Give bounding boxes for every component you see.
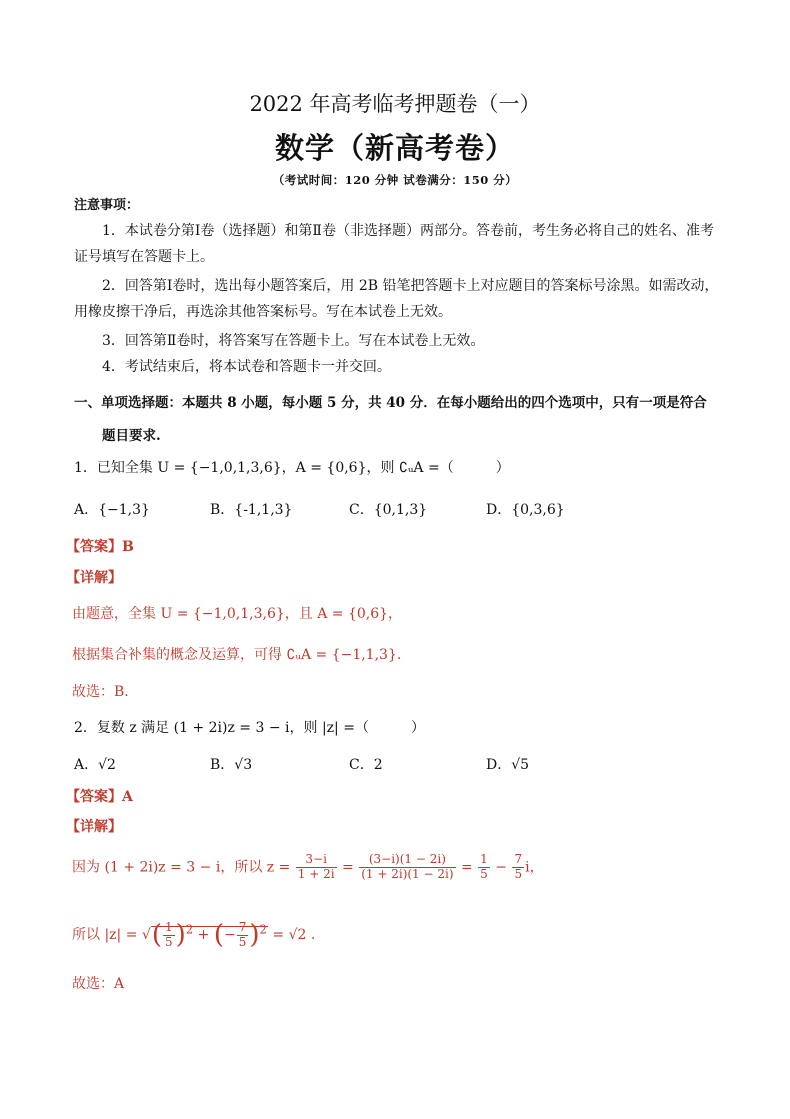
q2-fraction-1: $\frac{3-i}{1 + 2i}$ [297,852,335,881]
q2-option-b: B．√3 [210,757,253,773]
q2-sol2-text: 所以 |z| = [72,927,138,943]
q2-option-d: D．√5 [486,757,530,773]
q1-solution-line-1: 由题意，全集 U = {−1,0,1,3,6}，且 A = {0,6}， [72,606,403,622]
q1-detail-label: 【详解】 [66,570,122,586]
q2-sol1-tail: i， [525,859,544,876]
q2-sq-fraction-2: $\frac{7}{5}$ [238,919,247,949]
q2-solution-line-2: 所以 |z| = √( $\frac{1}{5}$ )$^2$ + (− $\frac{7}{5}$ )$^2$ = √2 . [72,919,316,950]
q2-detail-label: 【详解】 [66,819,122,835]
notes-heading: 注意事项： [74,198,140,213]
q2-option-c: C．2 [349,757,383,773]
paper-subtitle: 数学（新高考卷） [274,131,515,165]
q2-sqrt-radicand: ( $\frac{1}{5}$ )$^2$ + (− $\frac{7}{5}$ )$^2$ [151,919,267,950]
q1-conclusion: 故选：B. [72,684,129,700]
q2-fraction-4: $\frac{7}{5}$ [514,852,523,881]
note-item-3: 3．回答第Ⅱ卷时，将答案写在答题卡上。写在本试卷上无效。 [102,333,485,349]
q2-solution-line-1: 因为 (1 + 2i)z = 3 − i，所以 z = $\frac{3-i}{1 + 2i}$ = $\frac{(3-i)(1 - 2i)}{(1 + 2i)(1 - 2i)}$ = $\frac{1}{5}$ − $\frac{7}{5}$ i， [72,852,544,881]
exam-info: （考试时间：120 分钟 试卷满分：150 分） [272,173,518,187]
question-1-stem: 1．已知全集 U = {−1,0,1,3,6}，A = {0,6}，则 ∁ᵤA =（ ） [74,460,510,476]
q1-answer: 【答案】B [66,539,134,555]
q2-sol2-tail: = √2 . [272,927,316,943]
q2-answer: 【答案】A [66,789,133,805]
note-item-4: 4．考试结束后，将本试卷和答题卡一并交回。 [102,359,391,375]
q1-option-b: B．{-1,1,3} [210,502,293,518]
paper-title: 2022 年高考临考押题卷（一） [249,92,541,116]
q1-solution-line-2: 根据集合补集的概念及运算，可得 ∁ᵤA = {−1,1,3}. [72,647,402,663]
note-item-2-line-1: 2．回答第Ⅰ卷时，选出每小题答案后，用 2B 铅笔把答题卡上对应题目的答案标号涂黑。如需改动， [102,278,719,294]
q2-fraction-2: $\frac{(3-i)(1 - 2i)}{(1 + 2i)(1 - 2i)}$ [361,852,454,881]
q2-sq-fraction-1: $\frac{1}{5}$ [164,919,173,949]
q2-fraction-3: $\frac{1}{5}$ [480,852,488,881]
section-1-heading: 一、单项选择题：本题共 8 小题，每小题 5 分，共 40 分．在每小题给出的四个选项中，只有一项是符合 [74,395,707,411]
note-item-1-line-2: 证号填写在答题卡上。 [74,249,214,265]
note-item-1-line-1: 1．本试卷分第Ⅰ卷（选择题）和第Ⅱ卷（非选择题）两部分。答卷前，考生务必将自己的姓名、准考 [102,223,714,239]
q1-option-c: C．{0,1,3} [349,502,428,518]
q1-option-a: A．{−1,3} [74,502,150,518]
q2-sol1-text: 因为 (1 + 2i)z = 3 − i，所以 z = [72,859,291,876]
q1-option-d: D．{0,3,6} [486,502,565,518]
note-item-2-line-2: 用橡皮擦干净后，再选涂其他答案标号。写在本试卷上无效。 [74,304,452,320]
section-1-heading-line-2: 题目要求. [102,428,161,444]
q2-option-a: A．√2 [74,757,116,773]
question-2-stem: 2．复数 z 满足 (1 + 2i)z = 3 − i，则 |z| =（ ） [74,720,425,736]
q2-conclusion: 故选：A [72,976,125,992]
